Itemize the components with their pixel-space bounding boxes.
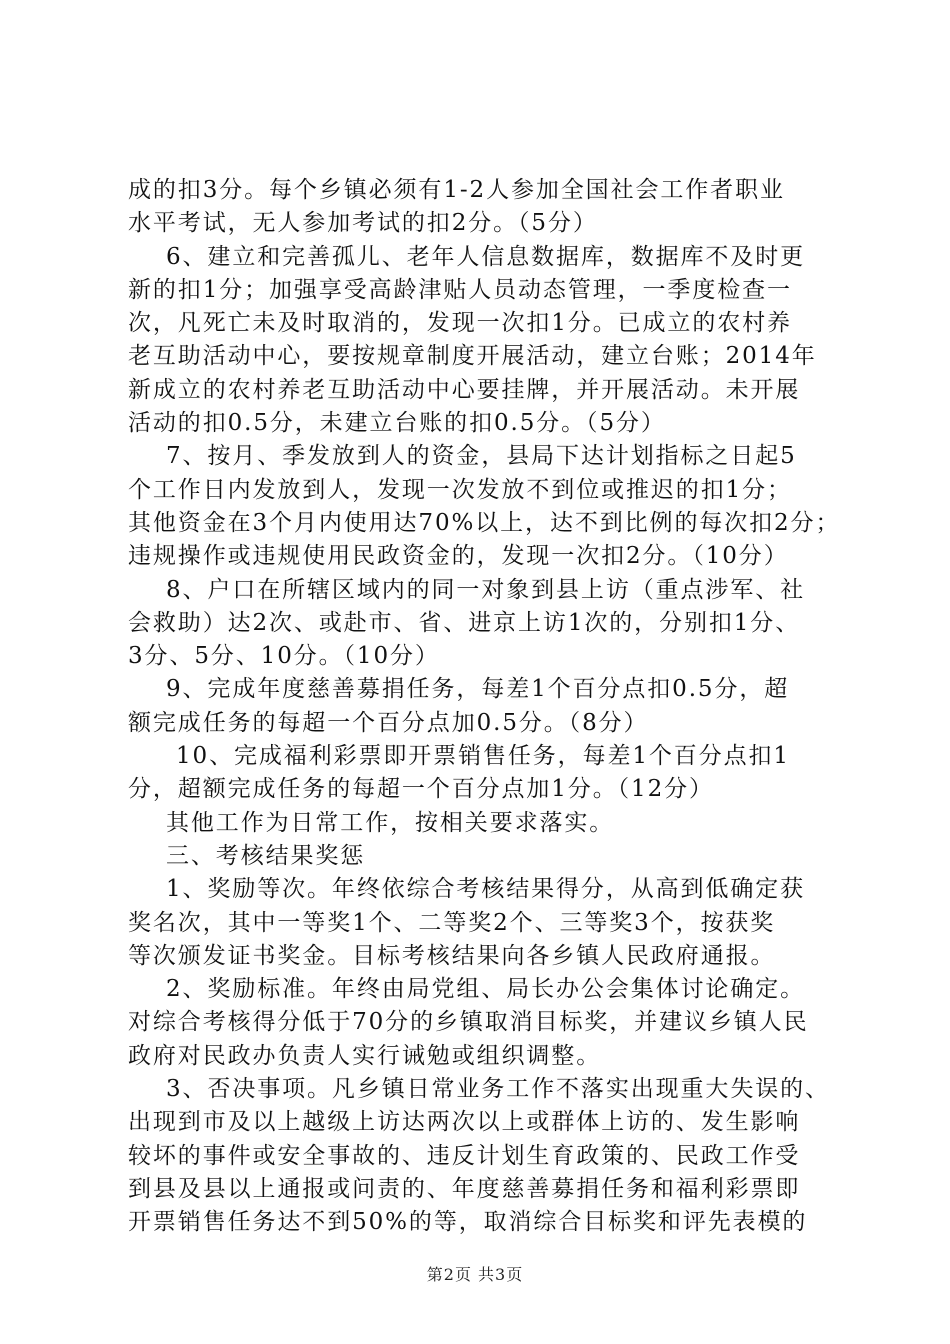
text-line: 出现到市及以上越级上访达两次以上或群体上访的、发生影响 [128,1109,801,1136]
text-line: 其他工作为日常工作，按相关要求落实。 [166,809,615,836]
text-line: 违规操作或违规使用民政资金的，发现一次扣2分。（10分） [128,543,789,570]
text-line: 奖名次，其中一等奖1个、二等奖2个、三等奖3个，按获奖 [128,909,776,936]
text-line: 3分、5分、10分。（10分） [128,643,440,670]
text-line: 会救助）达2次、或赴市、省、进京上访1次的，分别扣1分、 [128,609,801,636]
text-line: 1、奖励等次。年终依综合考核结果得分，从高到低确定获 [166,876,806,903]
text-line: 分，超额完成任务的每超一个百分点加1分。（12分） [128,776,714,803]
text-line: 活动的扣0.5分，未建立台账的扣0.5分。（5分） [128,410,666,437]
text-line: 对综合考核得分低于70分的乡镇取消目标奖，并建议乡镇人民 [128,1009,809,1036]
text-line: 9、完成年度慈善募捐任务，每差1个百分点扣0.5分，超 [166,676,790,703]
text-line: 水平考试，无人参加考试的扣2分。（5分） [128,210,598,237]
text-line: 政府对民政办负责人实行诫勉或组织调整。 [128,1042,602,1069]
text-line: 新的扣1分；加强享受高龄津贴人员动态管理，一季度检查一 [128,276,792,303]
text-line: 到县及县以上通报或问责的、年度慈善募捐任务和福利彩票即 [128,1175,801,1202]
section-heading: 三、考核结果奖惩 [166,842,366,869]
text-line: 开票销售任务达不到50%的等，取消综合目标奖和评先表模的 [128,1209,808,1236]
text-line: 成的扣3分。每个乡镇必须有1-2人参加全国社会工作者职业 [128,177,785,203]
text-line: 个工作日内发放到人，发现一次发放不到位或推迟的扣1分； [128,476,792,503]
text-line: 其他资金在3个月内使用达70%以上，达不到比例的每次扣2分； [128,509,841,536]
text-line: 2、奖励标准。年终由局党组、局长办公会集体讨论确定。 [166,976,806,1003]
text-line: 7、按月、季发放到人的资金，县局下达计划指标之日起5 [166,443,797,470]
text-line: 较坏的事件或安全事故的、违反计划生育政策的、民政工作受 [128,1142,801,1169]
text-line: 3、否决事项。凡乡镇日常业务工作不落实出现重大失误的、 [166,1076,830,1103]
text-line: 新成立的农村养老互助活动中心要挂牌，并开展活动。未开展 [128,376,801,403]
text-line: 8、户口在所辖区域内的同一对象到县上访（重点涉军、社 [166,576,806,603]
text-line: 老互助活动中心，要按规章制度开展活动，建立台账；2014年 [128,343,817,370]
text-line: 等次颁发证书奖金。目标考核结果向各乡镇人民政府通报。 [128,942,776,969]
text-line: 10、完成福利彩票即开票销售任务，每差1个百分点扣1 [176,743,790,770]
text-line: 额完成任务的每超一个百分点加0.5分。（8分） [128,709,649,736]
document-body [128,174,841,1240]
page-footer: 第2页 共3页 [426,1265,524,1284]
text-line: 次，凡死亡未及时取消的，发现一次扣1分。已成立的农村养 [128,310,792,337]
text-line: 6、建立和完善孤儿、老年人信息数据库，数据库不及时更 [166,243,806,270]
